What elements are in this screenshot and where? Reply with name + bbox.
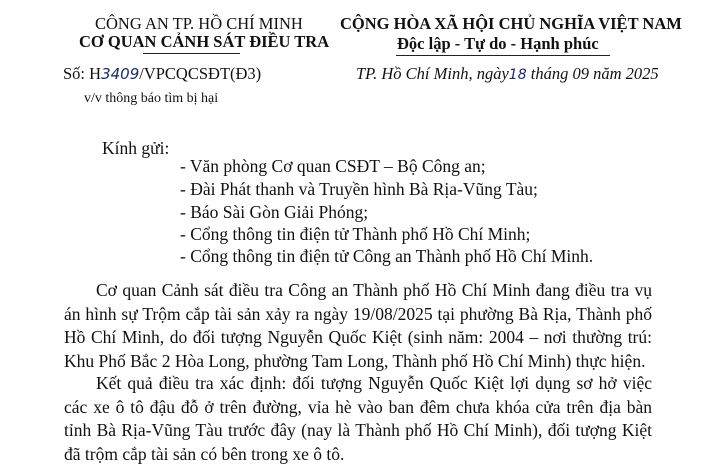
motto-underline-divider: [396, 55, 610, 56]
issuing-agency-name: CƠ QUAN CẢNH SÁT ĐIỀU TRA: [79, 32, 330, 51]
recipient-item: - Đài Phát thanh và Truyền hình Bà Rịa-Vũng Tàu;: [180, 179, 538, 199]
salutation: Kính gửi:: [102, 138, 170, 158]
body-paragraph-findings: Kết quả điều tra xác định: đối tượng Nguyễn Quốc Kiệt lợi dụng sơ hở việc các xe ô tô đậu đỗ ở trên đường, vỉa hè vào ban đêm chưa khóa cửa trên địa bàn tỉnh Bà Rịa-Vũng Tàu trước đây (nay là Thành phố Hồ Chí Minh), đối tượng Kiệt đã trộm cắp tài sản có bên trong xe ô tô.: [64, 373, 652, 464]
body-paragraph-investigation: Cơ quan Cảnh sát điều tra Công an Thành phố Hồ Chí Minh đang điều tra vụ án hình sự Trộm cắp tài sản xảy ra ngày 19/08/2025 tại phường Bà Rịa, Thành phố Hồ Chí Minh, do đối tượng Nguyễn Quốc Kiệt (sinh năm: 2004 – nơi thường trú: Khu Phố Bắc 2 Hòa Long, phường Tam Long, Thành phố Hồ Chí Minh) thực hiện.: [64, 280, 652, 371]
place-date-prefix: TP. Hồ Chí Minh, ngày: [356, 64, 509, 83]
place-date-handwritten-day: 18: [508, 67, 527, 83]
place-date-suffix: tháng 09 năm 2025: [530, 64, 659, 83]
document-number-handwritten: 3409: [101, 65, 140, 83]
recipient-item: - Văn phòng Cơ quan CSĐT – Bộ Công an;: [180, 156, 486, 176]
recipient-item: - Cổng thông tin điện tử Thành phố Hồ Chí Minh;: [180, 224, 531, 244]
place-and-date: [356, 64, 659, 84]
recipient-item: - Cổng thông tin điện tử Công an Thành phố Hồ Chí Minh.: [180, 246, 594, 266]
issuing-agency-parent: CÔNG AN TP. HỒ CHÍ MINH: [95, 14, 303, 33]
national-title: CỘNG HÒA XÃ HỘI CHỦ NGHĨA VIỆT NAM: [340, 14, 682, 33]
document-number: [63, 64, 261, 84]
agency-underline-divider: [143, 53, 240, 54]
document-number-prefix: Số: H: [63, 64, 102, 83]
recipient-item: - Báo Sài Gòn Giải Phóng;: [180, 202, 369, 222]
document-number-suffix: /VPCQCSĐT(Đ3): [139, 64, 262, 83]
document-subject: v/v thông báo tìm bị hại: [84, 91, 219, 106]
national-motto: Độc lập - Tự do - Hạnh phúc: [397, 34, 599, 53]
